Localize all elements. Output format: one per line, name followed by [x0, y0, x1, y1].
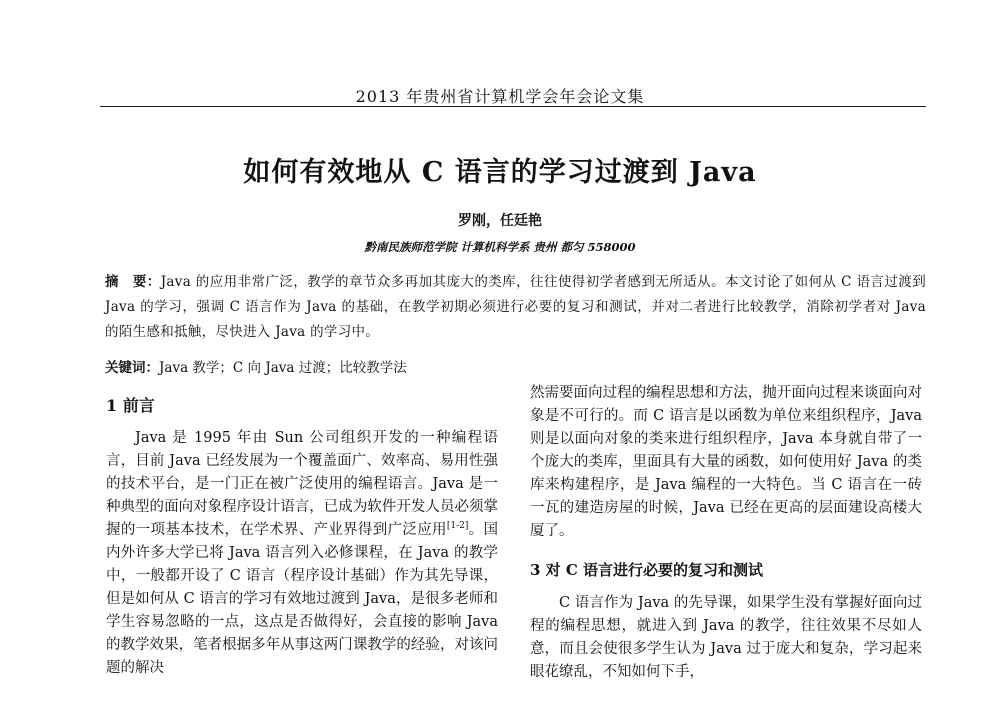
keywords-label: 关键词：: [105, 360, 159, 376]
left-column: [106, 394, 498, 680]
abstract-text: Java 的应用非常广泛，教学的章节众多再加其庞大的类库，往往使得初学者感到无所适从。本文讨论了如何从 C 语言过渡到 Java 的学习，强调 C 语言作为 Java 的基础，在教学初期必须进行必要的复习和测试，并对二者进行比较教学，消除初学者对 Java 的陌生感和抵触，尽快进入 Java 的学习中。: [105, 274, 926, 340]
section-1-heading: 1 前言: [106, 396, 155, 415]
section-3-heading: 3 对 C 语言进行必要的复习和测试: [530, 561, 764, 579]
running-head: 2013 年贵州省计算机学会年会论文集: [355, 87, 645, 106]
abstract: [105, 270, 926, 345]
section-3-paragraph: C 语言作为 Java 的先导课，如果学生没有掌握好面向过程的编程思想，就进入到 Java 的教学，往往效果不尽如人意，而且会使很多学生认为 Java 过于庞大和复杂，学习起来眼花缭乱，不知如何下手，: [530, 595, 922, 680]
header-rule: [100, 106, 926, 107]
abstract-label: 摘 要：: [105, 274, 161, 290]
paper-title: 如何有效地从 C 语言的学习过渡到 Java: [243, 157, 757, 188]
section-1-paragraph: [106, 427, 498, 680]
keywords: [105, 356, 926, 381]
continuation-paragraph: 然需要面向过程的编程思想和方法，抛开面向过程来谈面向对象是不可行的。而 C 语言是以函数为单位来组织程序，Java 则是以面向对象的类来进行组织程序，Java 本身就自带了一个庞大的类库，里面具有大量的函数，如何使用好 Java 的类库来构建程序，是 Java 编程的一大特色。当 C 语言在一砖一瓦的建造房屋的时候，Java 已经在更高的层面建设高楼大厦了。: [530, 385, 922, 539]
keywords-text: Java 教学；C 向 Java 过渡；比较教学法: [159, 360, 407, 376]
paper-affiliation: 黔南民族师范学院 计算机科学系 贵州 都匀 558000: [364, 240, 636, 254]
section-1-text-continued: 。国内外许多大学已将 Java 语言列入必修课程，在 Java 的教学中，一般都开设了 C 语言（程序设计基础）作为其先导课，但是如何从 C 语言的学习有效地过渡到 Java，是很多老师和学生容易忽略的一点，这点是否做得好，会直接的影响 Java 的教学效果，笔者根据多年从事这两门课教学的经验，对该问题的解决: [106, 522, 498, 676]
right-column: [530, 382, 922, 684]
paper-authors: 罗刚，任廷艳: [458, 213, 542, 229]
section-1-text: Java 是 1995 年由 Sun 公司组织开发的一种编程语言，目前 Java 已经发展为一个覆盖面广、效率高、易用性强的技术平台，是一门正在被广泛使用的编程语言。Java 是一种典型的面向对象程序设计语言，已成为软件开发人员必须掌握的一项基本技术，在学术界、产业界得到广泛应用: [106, 430, 498, 538]
citation-marker: [1-2]: [446, 521, 469, 532]
